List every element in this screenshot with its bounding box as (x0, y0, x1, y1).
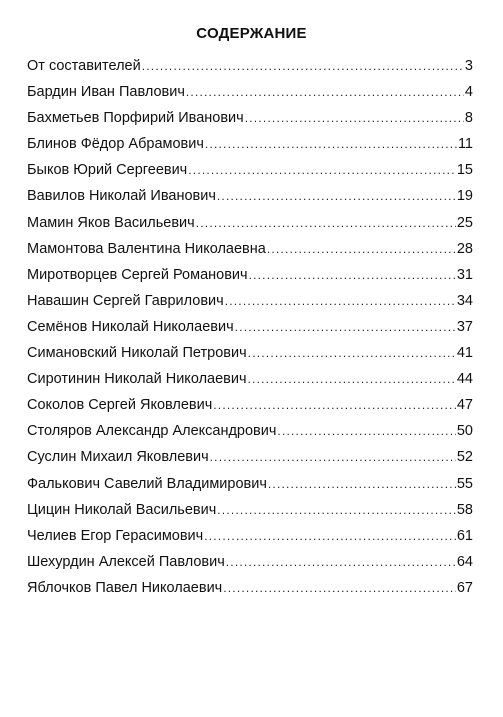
toc-leader-dots (235, 317, 456, 337)
toc-entry-name: Симановский Николай Петрович (27, 345, 247, 362)
toc-entry-name: Миротворцев Сергей Романович (27, 266, 248, 283)
toc-entry-name: Быков Юрий Сергеевич (27, 162, 188, 179)
toc-entry (27, 160, 473, 186)
toc-entry-page: 41 (456, 345, 473, 362)
toc-entry (27, 369, 473, 395)
toc-entry (27, 291, 473, 317)
toc-leader-dots (268, 474, 456, 494)
toc-entry (27, 447, 473, 473)
toc-entry-name: Мамонтова Валентина Николаевна (27, 240, 266, 257)
toc-entry (27, 343, 473, 369)
toc-entry-page: 67 (456, 579, 473, 596)
toc-entry-page: 47 (456, 397, 473, 414)
toc-entry (27, 500, 473, 526)
toc-entry-page: 61 (456, 527, 473, 544)
toc-leader-dots (217, 186, 456, 206)
toc-entry-name: Сиротинин Николай Николаевич (27, 371, 247, 388)
toc-entry (27, 552, 473, 578)
toc-entry (27, 578, 473, 604)
toc-entry-page: 19 (456, 188, 473, 205)
toc-entry-page: 44 (456, 371, 473, 388)
toc-leader-dots (188, 160, 456, 180)
toc-leader-dots (267, 239, 456, 259)
toc-leader-dots (223, 578, 456, 598)
toc-entry-name: Блинов Фёдор Абрамович (27, 136, 204, 153)
toc-entry (27, 56, 473, 82)
toc-entry (27, 82, 473, 108)
toc-entry-name: Столяров Александр Александрович (27, 423, 277, 440)
toc-entry (27, 213, 473, 239)
toc-entry-page: 11 (457, 136, 473, 153)
toc-entry-page: 28 (456, 240, 473, 257)
toc-entry-name: Бардин Иван Павлович (27, 84, 185, 101)
toc-leader-dots (210, 447, 456, 467)
toc-entry (27, 239, 473, 265)
toc-entry-name: От составителей (27, 58, 141, 74)
toc-leader-dots (217, 500, 456, 520)
toc-entry (27, 265, 473, 291)
toc-entry (27, 317, 473, 343)
toc-entry-page: 8 (464, 110, 473, 127)
toc-leader-dots (226, 552, 456, 572)
toc-leader-dots (225, 291, 456, 311)
page-title: СОДЕРЖАНИЕ (196, 25, 307, 42)
toc-entry-name: Яблочков Павел Николаевич (27, 579, 223, 596)
toc-entry-page: 25 (456, 214, 473, 231)
toc-leader-dots (205, 134, 457, 154)
toc-entry-name: Вавилов Николай Иванович (27, 188, 216, 205)
toc-entry-page: 4 (464, 84, 473, 101)
table-of-contents (27, 56, 473, 604)
toc-leader-dots (213, 395, 456, 415)
toc-entry-name: Суслин Михаил Яковлевич (27, 449, 209, 466)
toc-entry-name: Челиев Егор Герасимович (27, 527, 204, 544)
toc-entry-page: 31 (456, 266, 473, 283)
toc-entry (27, 526, 473, 552)
toc-leader-dots (196, 213, 456, 233)
toc-entry-name: Семёнов Николай Николаевич (27, 318, 234, 335)
toc-entry-name: Соколов Сергей Яковлевич (27, 397, 213, 414)
toc-entry-page: 52 (456, 449, 473, 466)
toc-entry-page: 58 (456, 501, 473, 518)
toc-leader-dots (245, 108, 464, 128)
toc-entry-name: Шехурдин Алексей Павлович (27, 553, 225, 570)
toc-entry-name: Мамин Яков Васильевич (27, 214, 195, 231)
toc-leader-dots (204, 526, 456, 546)
toc-entry-name: Фалькович Савелий Владимирович (27, 475, 267, 492)
toc-leader-dots (277, 421, 455, 441)
toc-entry-page: 3 (464, 58, 473, 74)
toc-entry (27, 421, 473, 447)
toc-leader-dots (248, 343, 456, 363)
toc-entry-name: Навашин Сергей Гаврилович (27, 292, 224, 309)
toc-entry-page: 64 (456, 553, 473, 570)
toc-entry (27, 108, 473, 134)
toc-entry (27, 474, 473, 500)
toc-entry (27, 134, 473, 160)
toc-entry-page: 50 (456, 423, 473, 440)
toc-entry-page: 55 (456, 475, 473, 492)
toc-leader-dots (248, 369, 456, 389)
toc-leader-dots (142, 56, 464, 76)
toc-entry-page: 37 (456, 318, 473, 335)
toc-entry-name: Бахметьев Порфирий Иванович (27, 110, 244, 127)
toc-entry (27, 186, 473, 212)
toc-entry-page: 34 (456, 292, 473, 309)
toc-entry-page: 15 (456, 162, 473, 179)
toc-leader-dots (249, 265, 456, 285)
toc-entry-name: Цицин Николай Васильевич (27, 501, 217, 518)
toc-leader-dots (186, 82, 464, 102)
toc-entry (27, 395, 473, 421)
